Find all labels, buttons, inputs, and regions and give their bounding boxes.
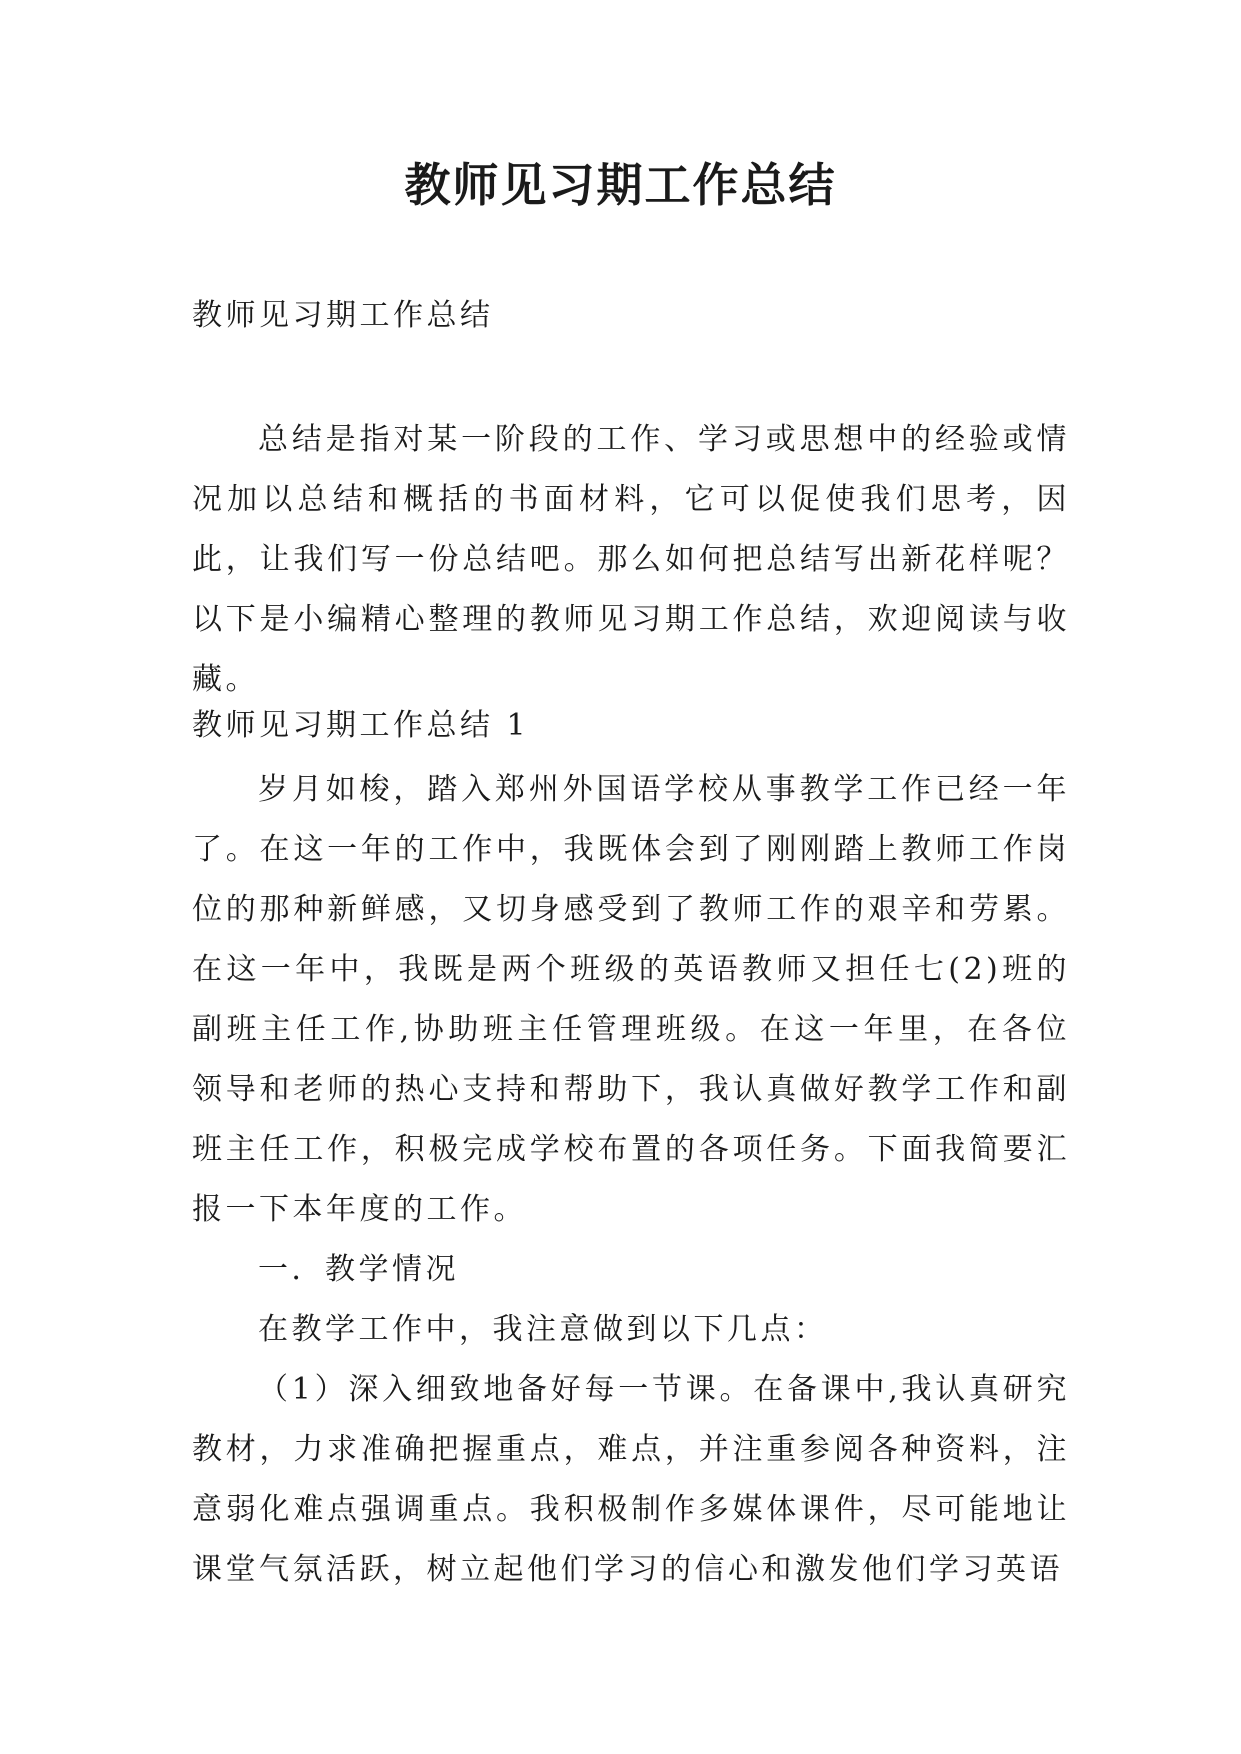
intro-paragraph: 总结是指对某一阶段的工作、学习或思想中的经验或情况加以总结和概括的书面材料，它可以促使我们思考，因此，让我们写一份总结吧。那么如何把总结写出新花样呢？以下是小编精心整理的教师见习期工作总结，欢迎阅读与收藏。 xyxy=(192,422,1070,697)
body-paragraph: （1）深入细致地备好每一节课。在备课中,我认真研究教材，力求准确把握重点，难点，并注重参阅各种资料，注意弱化难点强调重点。我积极制作多媒体课件，尽可能地让课堂气氛活跃，树立起他们学习的信心和激发他们学习英语 xyxy=(192,1372,1070,1587)
section-body xyxy=(192,760,1070,1600)
section-heading: 教师见习期工作总结 1 xyxy=(192,708,530,743)
document-title: 教师见习期工作总结 xyxy=(404,158,837,212)
subsection-heading: 一．教学情况 xyxy=(258,1252,459,1287)
body-paragraph: 在教学工作中，我注意做到以下几点： xyxy=(258,1312,828,1347)
body-paragraph: 岁月如梭，踏入郑州外国语学校从事教学工作已经一年了。在这一年的工作中，我既体会到了刚刚踏上教师工作岗位的那种新鲜感，又切身感受到了教师工作的艰辛和劳累。在这一年中，我既是两个班级的英语教师又担任七(2)班的副班主任工作,协助班主任管理班级。在这一年里，在各位领导和老师的热心支持和帮助下，我认真做好教学工作和副班主任工作，积极完成学校布置的各项任务。下面我简要汇报一下本年度的工作。 xyxy=(192,772,1070,1227)
document-subtitle: 教师见习期工作总结 xyxy=(192,298,494,333)
